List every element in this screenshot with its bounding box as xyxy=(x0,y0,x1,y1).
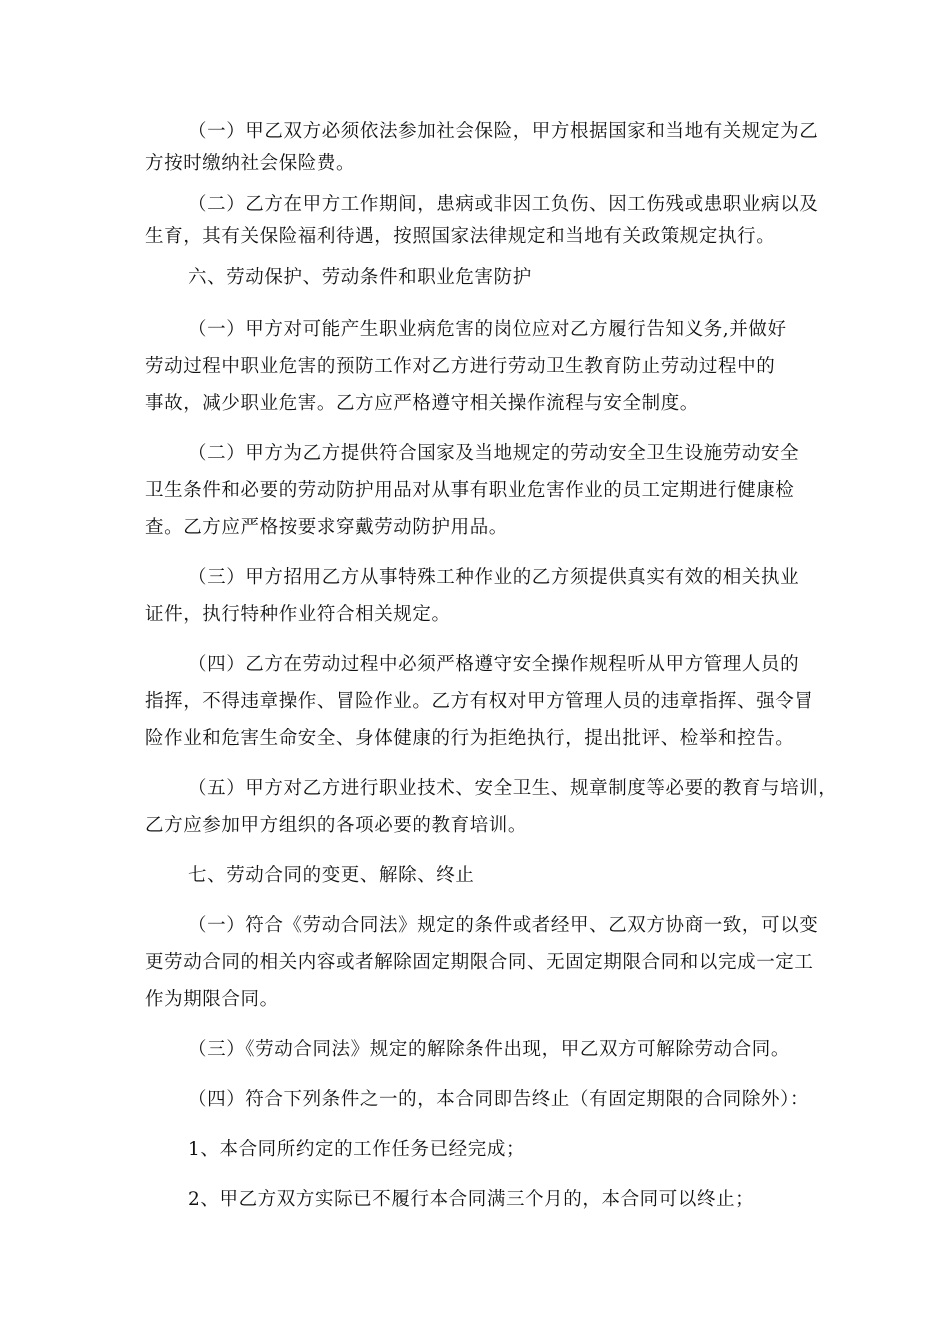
section-heading-contract-change: 七、劳动合同的变更、解除、终止 xyxy=(188,865,475,886)
para-contract-change-line-3: 作为期限合同。 xyxy=(145,989,279,1010)
para-occupational-hazard-line-1: （一）甲方对可能产生职业病危害的岗位应对乙方履行告知义务,并做好 xyxy=(188,319,787,340)
para-contract-termination: （四）符合下列条件之一的，本合同即告终止（有固定期限的合同除外）： xyxy=(188,1089,810,1110)
para-safe-operation-line-2: 指挥，不得违章操作、冒险作业。乙方有权对甲方管理人员的违章指挥、强令冒 xyxy=(145,691,814,712)
para-contract-change-line-1: （一）符合《劳动合同法》规定的条件或者经甲、乙双方协商一致，可以变 xyxy=(188,915,819,936)
para-safe-operation-line-3: 险作业和危害生命安全、身体健康的行为拒绝执行，提出批评、检举和控告。 xyxy=(145,728,795,749)
list-item-termination-2: 2、甲乙方双方实际已不履行本合同满三个月的，本合同可以终止； xyxy=(188,1189,755,1210)
para-training-line-1: （五）甲方对乙方进行职业技术、安全卫生、规章制度等必要的教育与培训， xyxy=(188,778,838,799)
para-occupational-hazard-line-3: 事故，减少职业危害。乙方应严格遵守相关操作流程与安全制度。 xyxy=(145,393,699,414)
para-occupational-hazard-line-2: 劳动过程中职业危害的预防工作对乙方进行劳动卫生教育防止劳动过程中的 xyxy=(145,356,776,377)
para-training-line-2: 乙方应参加甲方组织的各项必要的教育培训。 xyxy=(145,815,528,836)
para-social-insurance-line-1: （一）甲乙双方必须依法参加社会保险，甲方根据国家和当地有关规定为乙 xyxy=(188,121,819,142)
para-safety-facilities-line-1: （二）甲方为乙方提供符合国家及当地规定的劳动安全卫生设施劳动安全 xyxy=(188,443,800,464)
para-sick-leave-line-1: （二）乙方在甲方工作期间，患病或非因工负伤、因工伤残或患职业病以及 xyxy=(188,194,819,215)
para-contract-change-line-2: 更劳动合同的相关内容或者解除固定期限合同、无固定期限合同和以完成一定工 xyxy=(145,952,814,973)
section-heading-labor-protection: 六、劳动保护、劳动条件和职业危害防护 xyxy=(188,267,532,288)
list-item-termination-1: 1、本合同所约定的工作任务已经完成； xyxy=(188,1139,526,1160)
para-safety-facilities-line-3: 查。乙方应严格按要求穿戴劳动防护用品。 xyxy=(145,517,508,538)
para-special-work-line-2: 证件，执行特种作业符合相关规定。 xyxy=(145,604,451,625)
para-sick-leave-line-2: 生育，其有关保险福利待遇，按照国家法律规定和当地有关政策规定执行。 xyxy=(145,226,776,247)
para-special-work-line-1: （三）甲方招用乙方从事特殊工种作业的乙方须提供真实有效的相关执业 xyxy=(188,567,800,588)
para-social-insurance-line-2: 方按时缴纳社会保险费。 xyxy=(145,153,356,174)
para-contract-dissolution: （三）《劳动合同法》规定的解除条件出现，甲乙双方可解除劳动合同。 xyxy=(188,1039,790,1060)
para-safe-operation-line-1: （四）乙方在劳动过程中必须严格遵守安全操作规程听从甲方管理人员的 xyxy=(188,654,800,675)
para-safety-facilities-line-2: 卫生条件和必要的劳动防护用品对从事有职业危害作业的员工定期进行健康检 xyxy=(145,480,795,501)
